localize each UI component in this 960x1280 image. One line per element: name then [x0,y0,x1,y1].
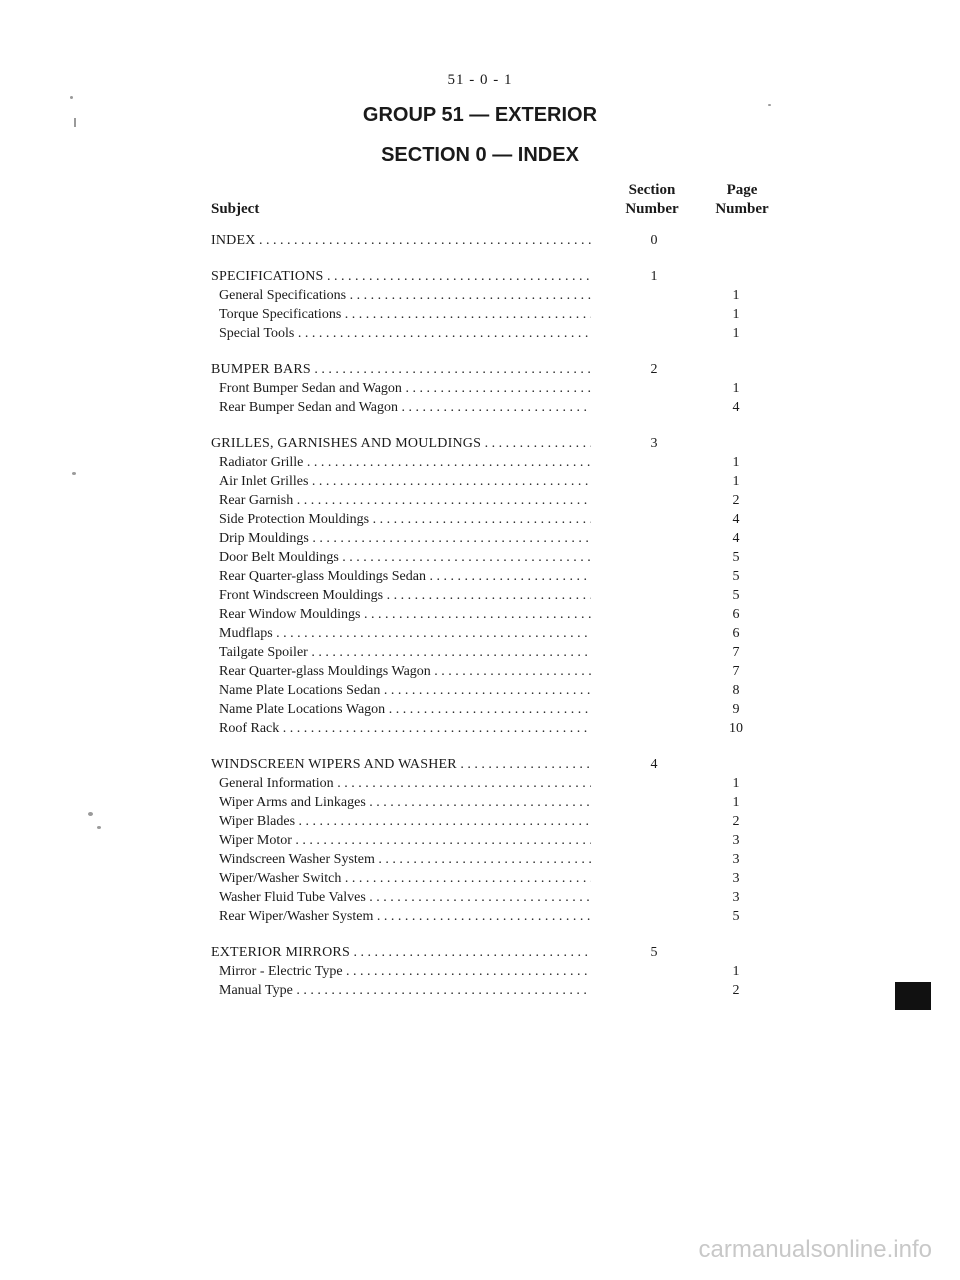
watermark: carmanualsonline.info [698,1236,932,1263]
index-entry [0,774,960,793]
entry-subject: BUMPER BARS . . . [211,360,591,379]
index-entry [0,379,960,398]
entry-page-number: 10 [729,721,743,736]
entry-page-number: 2 [732,493,740,508]
scan-speck [70,96,73,99]
entry-section-number: 2 [650,362,658,377]
entry-page-number: 5 [732,550,740,565]
entry-subject: Wiper Arms and Linkages . . . [219,793,591,812]
entry-subject: SPECIFICATIONS . . . [211,267,591,286]
index-entry [0,643,960,662]
entry-subject: Rear Wiper/Washer System . . . [219,907,591,926]
entry-page-number: 1 [732,381,740,396]
index-entry [0,510,960,529]
entry-page-number: 3 [732,833,740,848]
index-entry [0,624,960,643]
index-entry [0,491,960,510]
entry-subject: Side Protection Mouldings . . . [219,510,591,529]
index-entry-major [0,434,960,453]
entry-page-number: 6 [732,626,740,641]
entry-subject: Name Plate Locations Wagon . . . [219,700,591,719]
entry-subject: Special Tools . . . [219,324,591,343]
index-entry [0,398,960,417]
index-entry [0,567,960,586]
entry-subject: Washer Fluid Tube Valves . . . [219,888,591,907]
entry-section-number: 1 [650,269,658,284]
index-entry [0,681,960,700]
scan-speck [74,118,76,127]
entry-page-number: 1 [732,288,740,303]
column-header-subject: Subject [211,201,260,217]
entry-subject: Rear Window Mouldings . . . [219,605,591,624]
index-entry [0,850,960,869]
entry-subject: Tailgate Spoiler . . . [219,643,591,662]
entry-subject: Rear Bumper Sedan and Wagon . . . [219,398,591,417]
entry-page-number: 1 [732,474,740,489]
entry-subject: Mudflaps . . . [219,624,591,643]
entry-page-number: 8 [732,683,740,698]
index-entry-major [0,360,960,379]
margin-tab-marker [895,982,931,1010]
entry-page-number: 4 [732,512,740,527]
page-number: 51 - 0 - 1 [447,72,513,88]
entry-page-number: 3 [732,852,740,867]
index-entry [0,286,960,305]
entry-section-number: 5 [650,945,658,960]
scan-speck [72,472,76,475]
section-title: SECTION 0 — INDEX [381,144,579,166]
column-header-section [612,181,692,219]
index-list [0,231,960,1000]
entry-page-number: 7 [732,664,740,679]
entry-subject: Manual Type . . . [219,981,591,1000]
group-title: GROUP 51 — EXTERIOR [362,104,598,126]
index-entry [0,812,960,831]
entry-section-number: 3 [650,436,658,451]
entry-page-number: 5 [732,569,740,584]
index-entry [0,907,960,926]
index-entry-major [0,267,960,286]
entry-page-number: 4 [732,531,740,546]
index-entry [0,472,960,491]
column-header-section-line2: Number [625,201,679,217]
entry-page-number: 4 [732,400,740,415]
column-header-page [702,181,782,219]
entry-page-number: 6 [732,607,740,622]
index-entry [0,529,960,548]
index-entry [0,981,960,1000]
index-entry [0,324,960,343]
entry-subject: Front Windscreen Mouldings . . . [219,586,591,605]
entry-subject: Wiper Blades . . . [219,812,591,831]
entry-section-number: 0 [650,233,658,248]
index-entry [0,305,960,324]
entry-subject: Name Plate Locations Sedan . . . [219,681,591,700]
index-entry [0,548,960,567]
index-entry [0,888,960,907]
entry-page-number: 1 [732,455,740,470]
entry-page-number: 5 [732,909,740,924]
entry-subject: Roof Rack . . . [219,719,591,738]
index-entry [0,700,960,719]
index-entry [0,453,960,472]
entry-page-number: 2 [732,814,740,829]
entry-subject: Door Belt Mouldings . . . [219,548,591,567]
entry-page-number: 1 [732,795,740,810]
entry-page-number: 1 [732,307,740,322]
entry-page-number: 1 [732,776,740,791]
entry-page-number: 7 [732,645,740,660]
entry-page-number: 3 [732,871,740,886]
index-entry [0,793,960,812]
entry-subject: General Information . . . [219,774,591,793]
entry-page-number: 1 [732,326,740,341]
scan-speck [768,104,771,106]
entry-subject: Front Bumper Sedan and Wagon . . . [219,379,591,398]
scan-speck [97,826,101,829]
entry-subject: Mirror - Electric Type . . . [219,962,591,981]
index-entry [0,662,960,681]
column-header-section-line1: Section [628,182,676,198]
column-header-page-line1: Page [726,182,758,198]
scan-speck [88,812,93,816]
index-entry [0,831,960,850]
entry-subject: Rear Quarter-glass Mouldings Wagon . . . [219,662,591,681]
entry-subject: Torque Specifications . . . [219,305,591,324]
entry-subject: WINDSCREEN WIPERS AND WASHER . . . [211,755,591,774]
index-entry [0,719,960,738]
entry-subject: Air Inlet Grilles . . . [219,472,591,491]
entry-page-number: 1 [732,964,740,979]
index-entry [0,869,960,888]
index-entry [0,962,960,981]
entry-subject: Rear Quarter-glass Mouldings Sedan . . . [219,567,591,586]
index-entry-major [0,755,960,774]
entry-subject: Radiator Grille . . . [219,453,591,472]
entry-page-number: 5 [732,588,740,603]
index-entry-major [0,943,960,962]
index-entry-major [0,231,960,250]
column-header-page-line2: Number [715,201,769,217]
entry-subject: EXTERIOR MIRRORS . . . [211,943,591,962]
entry-subject: Windscreen Washer System . . . [219,850,591,869]
entry-subject: Wiper/Washer Switch . . . [219,869,591,888]
entry-subject: GRILLES, GARNISHES AND MOULDINGS . . . [211,434,591,453]
entry-subject: Drip Mouldings . . . [219,529,591,548]
entry-page-number: 9 [732,702,740,717]
index-entry [0,605,960,624]
index-entry [0,586,960,605]
entry-subject: INDEX . . . [211,231,591,250]
entry-section-number: 4 [650,757,658,772]
entry-page-number: 3 [732,890,740,905]
entry-page-number: 2 [732,983,740,998]
entry-subject: Wiper Motor . . . [219,831,591,850]
entry-subject: General Specifications . . . [219,286,591,305]
entry-subject: Rear Garnish . . . [219,491,591,510]
